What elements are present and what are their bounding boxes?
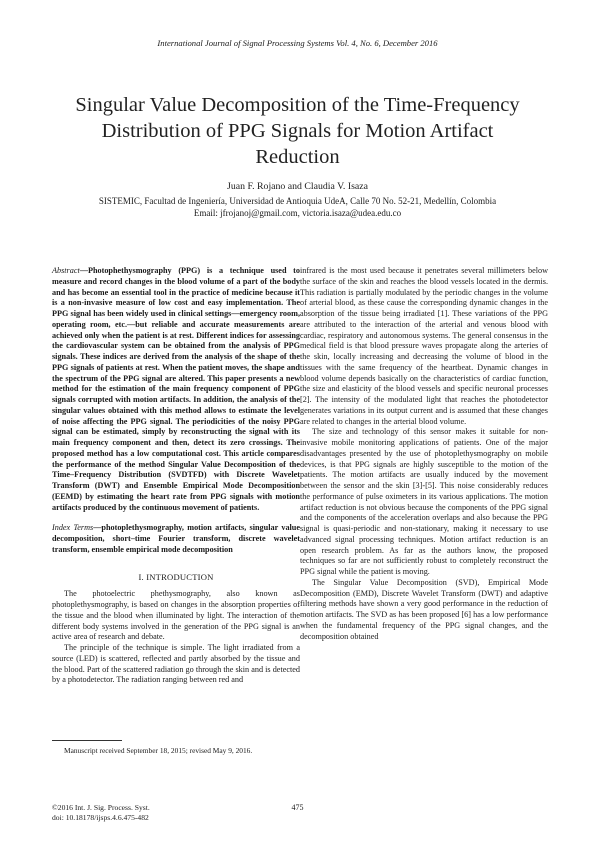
- paper-title: Singular Value Decomposition of the Time-Frequency Distribution of PPG Signals for Motion Artifact Reduction: [75, 94, 520, 168]
- author-affiliation-block: [0, 196, 595, 219]
- intro-paragraph-2: The principle of the technique is simple. The light irradiated from a source (LED) is scattered, reflected and partly absorbed by the tissue and the blood. Part of the scattered radiation go through the skin and is detected by a photodetector. The radiation ranging between red and: [52, 643, 300, 685]
- left-column: [52, 266, 300, 686]
- affiliation: SISTEMIC, Facultad de Ingeniería, Universidad de Antioquia UdeA, Calle 70 No. 52-21, Medellín, Colombia: [98, 196, 497, 206]
- footnote: Manuscript received September 18, 2015; revised May 9, 2016.: [64, 746, 253, 755]
- index-terms-text: —photoplethysmography, motion artifacts, singular value decomposition, short–time Fourier transform, discrete wavelet transform, ensemble empirical mode decomposition: [52, 523, 300, 554]
- abstract: [52, 266, 300, 513]
- running-header: International Journal of Signal Processing Systems Vol. 4, No. 6, December 2016: [157, 38, 438, 48]
- author-email: Email: jfrojanoj@gmail.com, victoria.isaza@udea.edu.co: [193, 207, 402, 218]
- index-terms-label: Index Terms: [52, 523, 94, 533]
- right-column: [300, 266, 548, 642]
- intro-paragraph-1: The photoelectric phethysmography, also known as photoplethysmography, is based on changes in the absorption properties of the tissue and the blood when illuminated by light. The interaction of the different body systems involved in the generation of the PPG signal is an active area of research and debate.: [52, 589, 300, 642]
- section-heading-introduction: I. INTRODUCTION: [138, 571, 214, 582]
- copyright-notice: ©2016 Int. J. Sig. Process. Syst.: [52, 803, 150, 812]
- doi: doi: 10.18178/ijsps.4.6.475-482: [52, 813, 149, 822]
- page-number: 475: [291, 803, 304, 812]
- paper-authors: Juan F. Rojano and Claudia V. Isaza: [227, 181, 368, 192]
- abstract-text: —Photophethysmography (PPG) is a technique used to measure and record changes in the blood volume of a part of the body and has become an essential tool in the practice of medicine because it is a non-invasive measure of low cost and easy implementation. The PPG signal has been widely used in clinical settings—emergency room, operating room, etc.—but reliable and accurate measurements are achieved only when the patient is at rest. Different indices for assessing the cardiovascular system can be obtained from the analysis of PPG signals. These indices are derived from the analysis of the shape of the PPG signals of patients at rest. When the patient moves, the shape and the spectrum of the PPG signal are altered. This paper presents a new method for the estimation of the main frequency component of PPG signals corrupted with motion artifacts. In addition, the analysis of the singular values obtained with this method allows to estimate the level of noise affecting the PPG signal. The periodicities of the noisy PPG signal can be estimated, simply by reconstructing the signal with its main frequency component and then, detect its zero crossings. The proposed method has a low computational cost. This article compares the performance of the method Singular Value Decomposition of the Time–Frequency Distribution (SVDTFD) with Discrete Wavelet Transform (DWT) and Ensemble Empirical Mode Decomposition (EEMD) by estimating the heart rate from PPG signals with motion artifacts produced by the continuous movement of patients.: [52, 266, 300, 512]
- right-paragraph-2: The size and technology of this sensor makes it suitable for non-invasive mobile monitoring applications of patients. One of the major disadvantages presented by the use of photoplethysmography on mobile devices, is that PPG signals are highly susceptible to the motion of the patients. The motion artifacts are usually induced by the movement between the sensor and the skin [3]-[5]. This noise considerably reduces the performance of pulse oximeters in its various applications. The motion artifact reduction is not obvious because the components of the PPG signal and the components of the acceleration overlaps and also because the PPG signal is quasi-periodic and non-stationary, making it necessary to use advanced signal processing techniques. Motion artifact reduction is an open research problem. As far as the authors know, the proposed techniques so far are not sufficiently robust to completely reconstruct the PPG signal while the patient is moving.: [300, 427, 548, 576]
- index-terms: [52, 523, 300, 555]
- abstract-label: Abstract: [52, 266, 80, 275]
- right-paragraph-1: infrared is the most used because it penetrates several millimeters below the surface of the skin and reaches the blood vessels located in the dermis. This radiation is partially modulated by the periodic changes in the volume of arterial blood, as these cause the corresponding dynamic changes in the absorption of the tissue being irradiated [1]. These variations of the PPG are attributed to the interaction of the arterial and venous blood with cardiac, respiratory and autonomous systems. The general consensus in the medical field is that blood pressure waves propagate along the arteries of the skin, locally increasing and decreasing the volume of blood in the tissues with the same frequency of the heartbeat. Dynamic changes in blood volume depends basically on the characteristics of cardiac function, the size and elasticity of the blood vessels and specific neuronal processes [2]. The intensity of the modulated light that reaches the photodetector generates variations in its output current and is assumed that these changes are related to changes in the arterial blood volume.: [300, 266, 548, 426]
- footnote-divider: [52, 740, 122, 741]
- right-paragraph-3: The Singular Value Decomposition (SVD), Empirical Mode Decomposition (EMD), Discrete Wavelet Transform (DWT) and adaptive filtering methods have shown a very good performance in the reduction of motion artifacts. The SVD as has been proposed [6] has a low performance when the fundamental frequency of the PPG signal changes, and the decomposition obtained: [300, 577, 548, 641]
